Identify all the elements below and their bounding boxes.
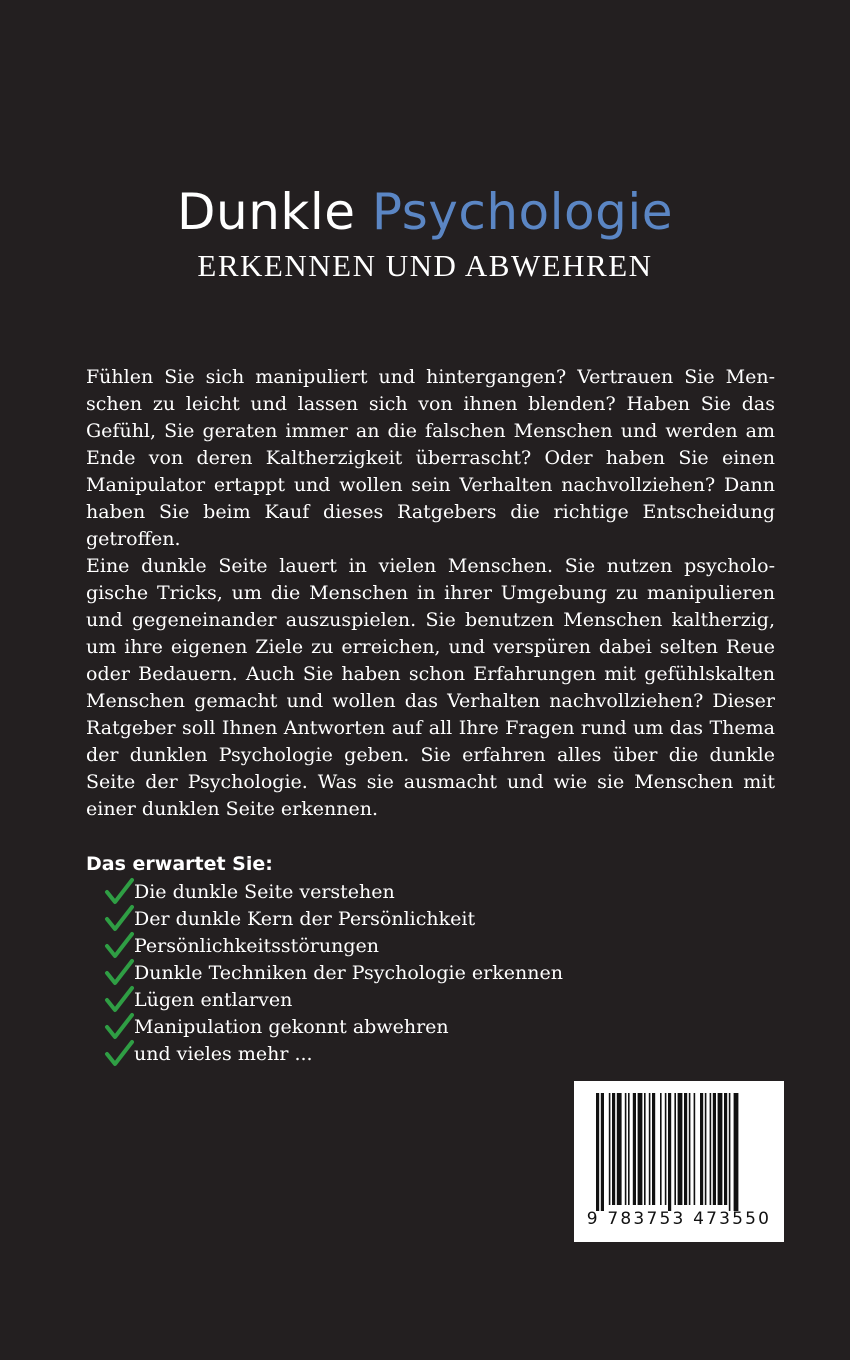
checkmark-icon xyxy=(104,985,134,1015)
barcode-bar xyxy=(609,1093,611,1205)
barcode-bar xyxy=(678,1093,683,1205)
barcode-bar xyxy=(694,1093,696,1205)
barcode-bar xyxy=(660,1093,662,1205)
feature-label: Lügen entlarven xyxy=(134,989,293,1011)
barcode-bar xyxy=(710,1093,712,1205)
barcode-bar xyxy=(644,1093,646,1205)
feature-item xyxy=(104,1041,563,1068)
barcode-bar xyxy=(665,1093,667,1205)
barcode-bar xyxy=(668,1093,671,1211)
barcode-bar xyxy=(700,1093,703,1205)
barcode-bar xyxy=(718,1093,723,1205)
feature-item xyxy=(104,987,563,1014)
feature-item xyxy=(104,933,563,960)
book-subtitle: ERKENNEN UND ABWEHREN xyxy=(197,248,653,283)
feature-item xyxy=(104,1014,563,1041)
barcode-bar xyxy=(713,1093,716,1205)
isbn-barcode xyxy=(574,1081,784,1242)
isbn-number: 9 783753 473550 xyxy=(586,1209,772,1229)
barcode-bar xyxy=(684,1093,687,1205)
feature-label: Dunkle Techniken der Psychologie erkennen xyxy=(134,962,563,984)
barcode-bar xyxy=(734,1093,739,1211)
blurb-paragraph-2: Eine dunkle Seite lauert in vielen Menschen. Sie nutzen psychologische Tricks, um die Menschen in ihrer Umgebung zu manipulieren und gegeneinander auszuspielen. Sie benutzen Menschen kaltherzig, um ihre eigenen Ziele zu erreichen, und verspüren dabei selten Reue oder Bedauern. Auch Sie haben schon Erfahrungen mit gefühlskalten Menschen gemacht und wollen das Verhalten nachvollziehen? Dieser Ratgeber soll Ihnen Antworten auf all Ihre Fragen rund um das Thema der dunklen Psychologie geben. Sie erfahren alles über die dunkle Seite der Psychologie. Was sie ausmacht und wie sie Menschen mit einer dunklen Seite erkennen. xyxy=(86,555,775,820)
barcode-bar xyxy=(601,1093,604,1211)
title-main: Dunkle xyxy=(177,183,356,241)
title-block xyxy=(0,182,850,286)
checkmark-icon xyxy=(104,877,134,907)
barcode-bar xyxy=(689,1093,691,1205)
title-accent: Psychologie xyxy=(371,183,673,241)
feature-label: Manipulation gekonnt abwehren xyxy=(134,1016,449,1038)
checkmark-icon xyxy=(104,931,134,961)
feature-item xyxy=(104,879,563,906)
barcode-bar xyxy=(625,1093,627,1205)
barcode-bar xyxy=(652,1093,655,1205)
feature-item xyxy=(104,906,563,933)
barcode-bar xyxy=(596,1093,599,1211)
feature-label: und vieles mehr ... xyxy=(134,1043,313,1065)
checkmark-icon xyxy=(104,1012,134,1042)
feature-label: Der dunkle Kern der Persönlichkeit xyxy=(134,908,476,930)
book-title xyxy=(0,182,850,242)
barcode-bar xyxy=(649,1093,651,1205)
feature-item xyxy=(104,960,563,987)
barcode-bar xyxy=(724,1093,727,1205)
barcode-bar xyxy=(729,1093,731,1211)
checkmark-icon xyxy=(104,904,134,934)
expect-heading: Das erwartet Sie: xyxy=(86,853,273,875)
barcode-bar xyxy=(633,1093,636,1205)
blurb xyxy=(86,364,775,823)
checkmark-icon xyxy=(104,958,134,988)
feature-label: Die dunkle Seite verstehen xyxy=(134,881,395,903)
feature-label: Persönlichkeitsstörungen xyxy=(134,935,379,957)
feature-list xyxy=(104,879,563,1068)
barcode-bar xyxy=(674,1093,676,1205)
barcode-bar xyxy=(612,1093,615,1205)
barcode-bar xyxy=(638,1093,643,1205)
barcode-bar xyxy=(705,1093,707,1205)
barcode-bar xyxy=(617,1093,622,1205)
checkmark-icon xyxy=(104,1039,134,1069)
blurb-paragraph-1: Fühlen Sie sich manipuliert und hintergangen? Vertrauen Sie Menschen zu leicht und lassen sich von ihnen blenden? Haben Sie das Gefühl, Sie geraten immer an die falschen Menschen und werden am Ende von deren Kaltherzigkeit überrascht? Oder haben Sie einen Manipulator ertappt und wollen sein Verhalten nachvollziehen? Dann haben Sie beim Kauf dieses Ratgebers die richtige Entscheidung getroffen. xyxy=(86,366,775,550)
barcode-bar xyxy=(628,1093,630,1205)
